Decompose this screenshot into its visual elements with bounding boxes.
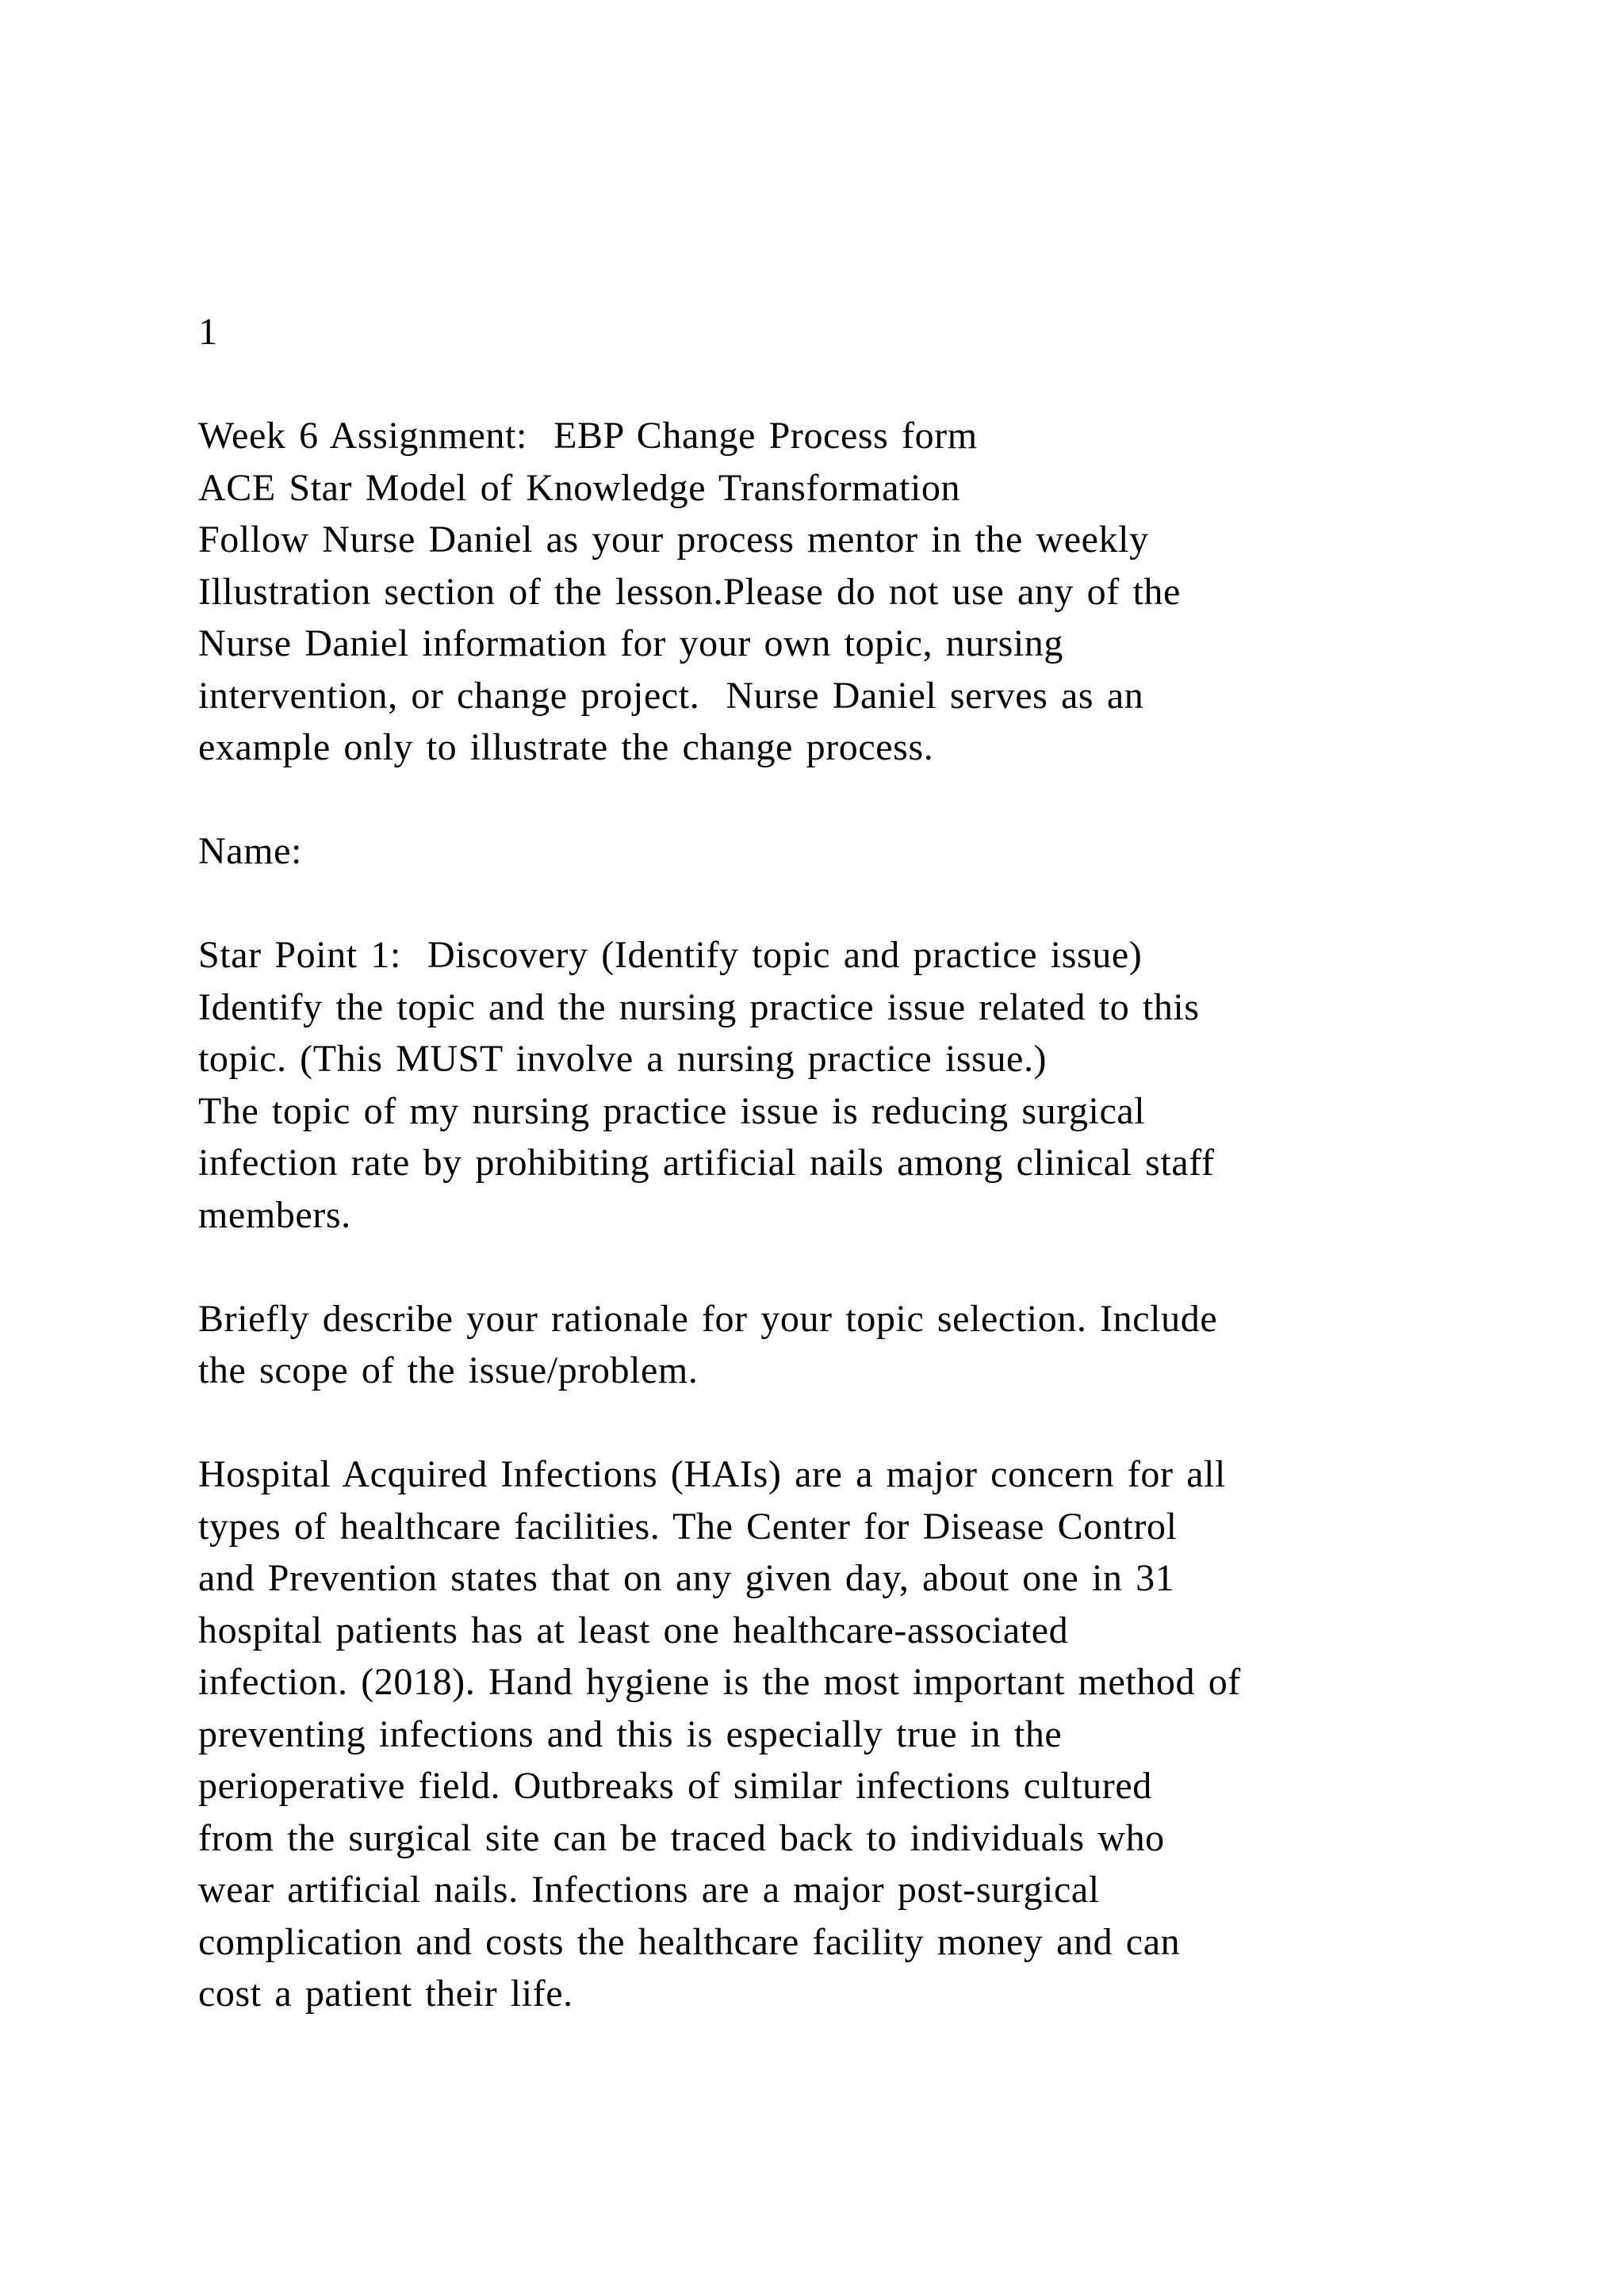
- blank-line: [198, 1397, 1546, 1449]
- name-label: Name:: [198, 830, 302, 872]
- topic-answer: The topic of my nursing practice issue is reducing surgical: [198, 1089, 1146, 1132]
- rationale-answer-line: types of healthcare facilities. The Center for Disease Control: [198, 1505, 1178, 1548]
- rationale-answer-line: preventing infections and this is especially true in the: [198, 1712, 1063, 1755]
- topic-answer: infection rate by prohibiting artificial nails among clinical staff: [198, 1142, 1215, 1184]
- rationale-prompt: Briefly describe your rationale for your topic selection. Include: [198, 1297, 1218, 1340]
- rationale-answer-line: from the surgical site can be traced back to individuals who: [198, 1816, 1165, 1859]
- instruction-line: Follow Nurse Daniel as your process mentor in the weekly: [198, 519, 1149, 561]
- model-title: ACE Star Model of Knowledge Transformation: [198, 466, 961, 509]
- page-number: 1: [198, 311, 218, 353]
- blank-line: [198, 1241, 1546, 1293]
- star-point-prompt: topic. (This MUST involve a nursing practice issue.): [198, 1038, 1048, 1080]
- blank-line: [198, 878, 1546, 930]
- rationale-answer-line: complication and costs the healthcare facility money and can: [198, 1920, 1181, 1963]
- rationale-answer-line: hospital patients has at least one healthcare-associated: [198, 1609, 1069, 1651]
- blank-line: [198, 774, 1546, 826]
- topic-answer: members.: [198, 1193, 351, 1236]
- rationale-prompt: the scope of the issue/problem.: [198, 1349, 699, 1391]
- rationale-answer-line: cost a patient their life.: [198, 1973, 573, 2015]
- star-point-heading: Star Point 1: Discovery (Identify topic and practice issue): [198, 934, 1143, 976]
- rationale-answer-line: wear artificial nails. Infections are a major post-surgical: [198, 1869, 1100, 1911]
- blank-line: [198, 358, 1546, 411]
- instruction-line: Nurse Daniel information for your own topic, nursing: [198, 622, 1063, 664]
- rationale-answer-line: and Prevention states that on any given day, about one in 31: [198, 1557, 1175, 1599]
- instruction-line: Illustration section of the lesson.Please do not use any of the: [198, 570, 1181, 613]
- rationale-answer-line: infection. (2018). Hand hygiene is the most important method of: [198, 1661, 1241, 1703]
- instruction-line: intervention, or change project. Nurse Daniel serves as an: [198, 674, 1144, 717]
- rationale-answer-line: perioperative field. Outbreaks of similar infections cultured: [198, 1765, 1152, 1807]
- instruction-line: example only to illustrate the change process.: [198, 726, 934, 768]
- assignment-title: Week 6 Assignment: EBP Change Process form: [198, 415, 978, 457]
- star-point-prompt: Identify the topic and the nursing practice issue related to this: [198, 985, 1200, 1028]
- document-body: [198, 306, 1546, 2020]
- rationale-answer-line: Hospital Acquired Infections (HAIs) are a major concern for all: [198, 1453, 1226, 1495]
